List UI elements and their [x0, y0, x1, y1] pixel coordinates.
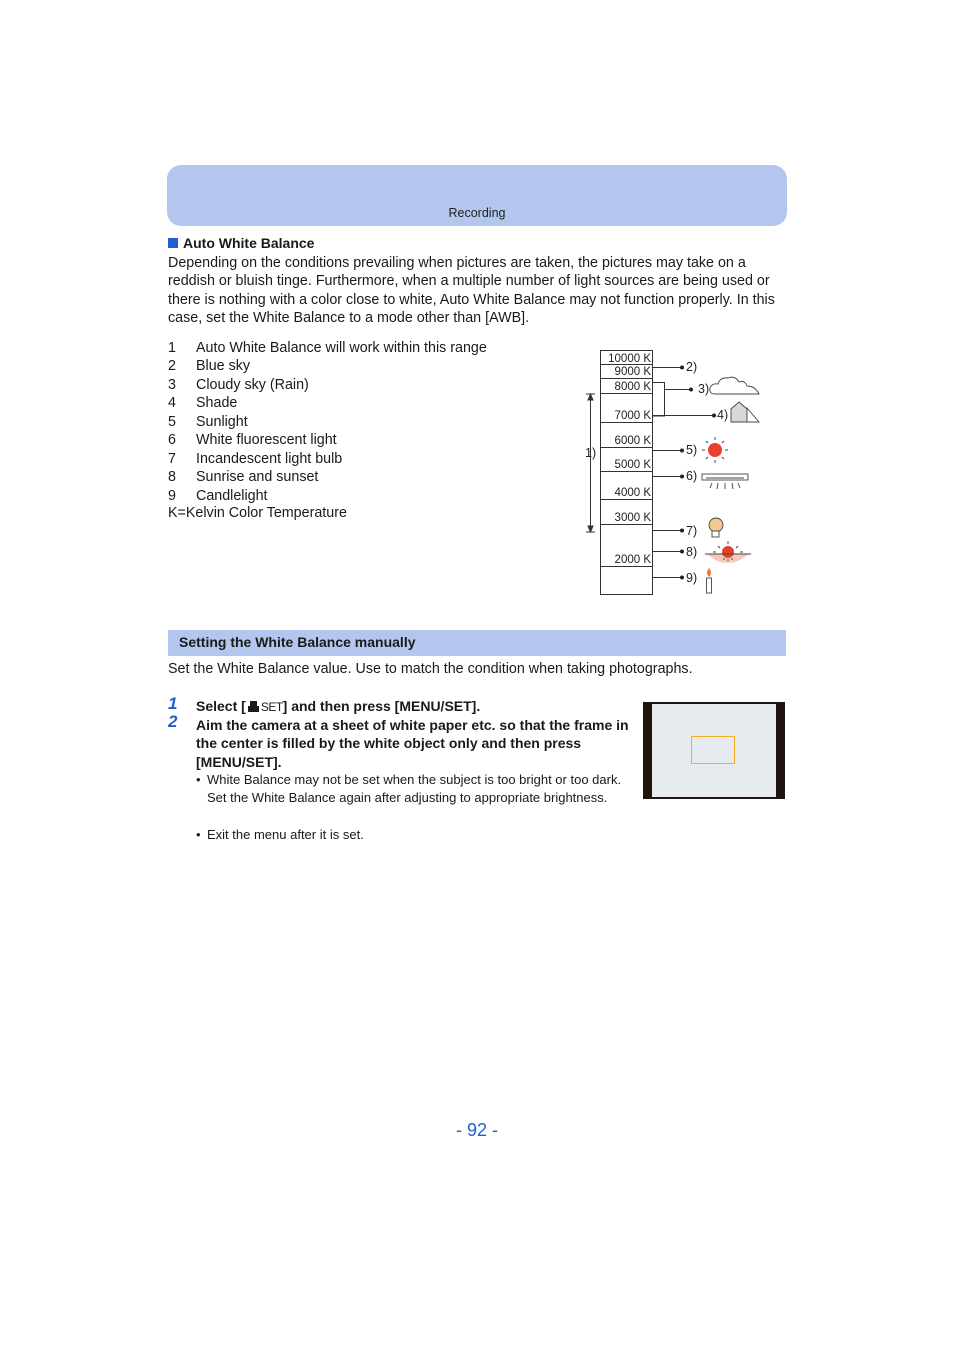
bullet-icon: • — [196, 772, 201, 787]
legend-item: 5 Sunlight — [168, 414, 248, 430]
bullet-icon: • — [196, 827, 201, 842]
step-number: 1 — [168, 694, 178, 713]
scale-label: 7000 K — [614, 410, 651, 422]
legend-item: 7 Incandescent light bulb — [168, 451, 343, 467]
awb-heading-text: Auto White Balance — [183, 235, 315, 251]
callout-label: 7) — [686, 524, 698, 538]
awb-heading — [168, 235, 314, 251]
section-heading: Setting the White Balance manually — [179, 634, 416, 650]
scale-label: 2000 K — [614, 554, 651, 566]
scale-label: 5000 K — [614, 459, 651, 471]
callout-label: 9) — [686, 571, 698, 585]
awb-paragraph: Depending on the conditions prevailing when pictures are taken, the pictures may take on a reddish or bluish tinge. Furthermore, when a multiple number of light sources are being used or there is nothing with a color close to white, Auto White Balance may not function properly. In this case, set the White Balance to a mode other than [AWB]. — [168, 255, 775, 327]
note-item: • White Balance may not be set when the subject is too bright or too dark. Set the White Balance again after adjusting to appropriate brightness. — [196, 772, 622, 806]
awb-range-arrow — [586, 394, 595, 532]
page-number: - 92 - — [455, 1120, 498, 1140]
color-temperature-diagram — [575, 340, 775, 605]
legend-item: 1 Auto White Balance will work within this range — [168, 340, 487, 356]
scale-label: 3000 K — [614, 512, 651, 524]
white-balance-set-icon — [247, 700, 260, 713]
callout-label: 2) — [686, 360, 698, 374]
callout-lines — [653, 368, 714, 578]
house-shade-icon — [731, 402, 759, 422]
intro-text: Set the White Balance value. Use to match the condition when taking photographs. — [168, 661, 693, 677]
note-item: • Exit the menu after it is set. — [196, 826, 626, 844]
legend-item: 4 Shade — [168, 395, 238, 411]
scale-label: 10000 K — [608, 353, 651, 365]
scale-label: 9000 K — [614, 366, 651, 378]
legend-item: 3 Cloudy sky (Rain) — [168, 377, 309, 393]
sunset-icon — [705, 541, 751, 563]
square-bullet-icon — [168, 238, 178, 248]
callout-label: 8) — [686, 545, 698, 559]
scale-label: 6000 K — [614, 435, 651, 447]
candle-icon — [707, 568, 712, 593]
callout-label: 4) — [717, 408, 729, 422]
legend-item: 9 Candlelight — [168, 488, 268, 504]
kelvin-note: K=Kelvin Color Temperature — [168, 505, 347, 521]
step-number: 2 — [168, 712, 178, 731]
light-bulb-icon — [709, 518, 723, 537]
legend-item: 2 Blue sky — [168, 358, 251, 374]
white-balance-frame — [691, 736, 735, 764]
callout-label: 5) — [686, 443, 698, 457]
range-label: 1) — [585, 446, 597, 460]
legend-item: 8 Sunrise and sunset — [168, 469, 319, 485]
scale-label: 4000 K — [614, 487, 651, 499]
section-title: Recording — [448, 206, 506, 220]
callout-label: 6) — [686, 469, 698, 483]
sun-icon — [702, 437, 728, 463]
legend-item: 6 White fluorescent light — [168, 432, 337, 448]
step-1-text: Select [ SET] and then press [MENU/SET]. — [196, 698, 481, 714]
scale-label: 8000 K — [614, 381, 651, 393]
fluorescent-light-icon — [702, 474, 748, 489]
callout-label: 3) — [698, 382, 710, 396]
cloud-icon — [710, 377, 759, 394]
step-2-text: Aim the camera at a sheet of white paper etc. so that the frame in the center is filled by the white object only and then press [MENU/SET]. — [196, 717, 629, 770]
